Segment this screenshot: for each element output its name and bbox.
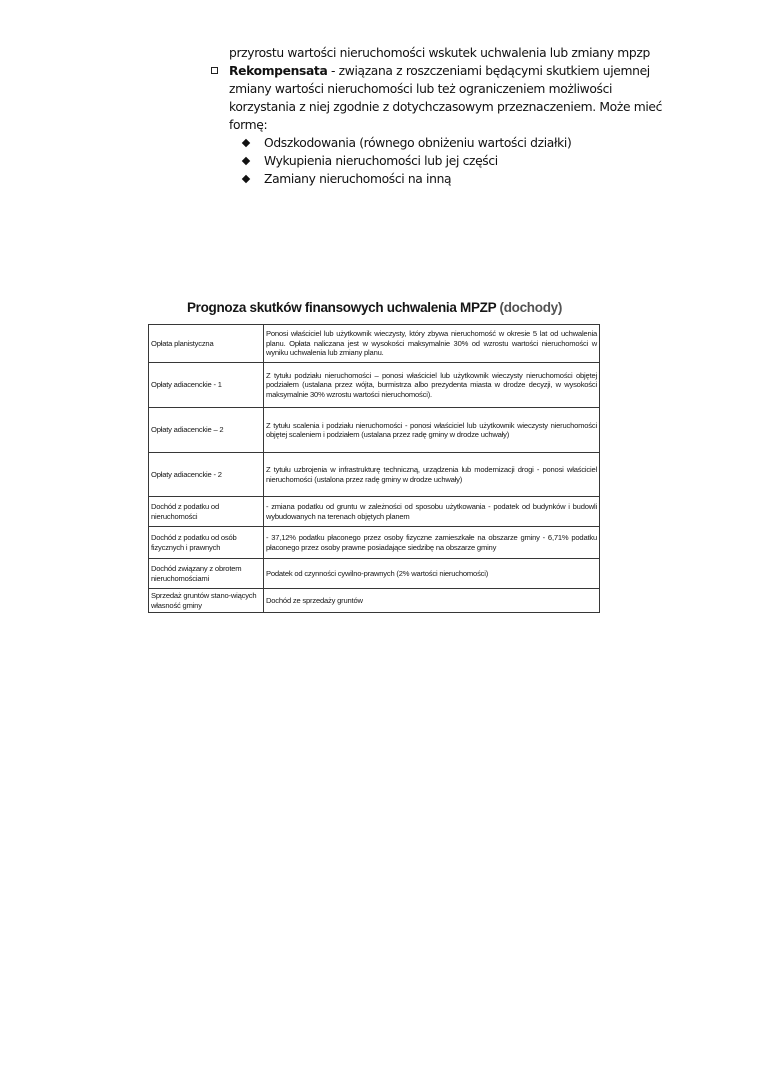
table-row [149,325,600,363]
list-item [229,170,669,188]
table-row [149,527,600,559]
row-label: Opłata planistyczna [149,325,264,363]
rekompensata-item [229,62,669,134]
list-item [229,134,669,152]
row-desc: Ponosi właściciel lub użytkownik wieczysty, który zbywa nieruchomość w okresie 5 lat od uchwalenia planu. Opłata naliczana jest w wysokości maksymalnie 30% od wzrostu wartości nieruchomości w wyniku uchwalenia lub zmiany planu. [264,325,600,363]
forms-list [229,134,669,188]
list-item-text: Wykupienia nieruchomości lub jej części [264,154,498,168]
diamond-bullet-icon [242,139,250,147]
text-line: przyrostu wartości nieruchomości wskutek uchwalenia lub zmiany mpzp [229,46,650,60]
row-desc: Z tytułu podziału nieruchomości – ponosi właściciel lub użytkownik wieczysty nieruchomości objętej podziałem (ustalana przez wójta, burmistrza albo prezydenta miasta w drodze decyzji, w wysokości maksymalnie 30% wzrostu wartości nieruchomości). [264,363,600,408]
rekompensata-term: Rekompensata [229,64,328,78]
row-desc: Z tytułu uzbrojenia w infrastrukturę techniczną, urządzenia lub modernizacji drogi - ponosi właściciel nieruchomości (ustalona przez radę gminy w drodze uchwały) [264,453,600,497]
table-row [149,453,600,497]
row-label: Dochód związany z obrotem nieruchomościami [149,559,264,589]
row-label: Sprzedaż gruntów stano-wiących własność gminy [149,589,264,613]
row-label: Opłaty adiacenckie – 2 [149,408,264,453]
row-desc: Z tytułu scalenia i podziału nieruchomości - ponosi właściciel lub użytkownik wieczysty nieruchomości objętej scaleniem i podziałem (ustalana przez radę gminy w drodze uchwały) [264,408,600,453]
slide-title-paren: (dochody) [499,300,563,315]
table-row [149,363,600,408]
row-desc: - zmiana podatku od gruntu w zależności od sposobu użytkowania - podatek od budynków i budowli wybudowanych na terenach objętych planem [264,497,600,527]
table-row [149,497,600,527]
diamond-bullet-icon [242,157,250,165]
scanned-slide [148,298,601,630]
row-label: Opłaty adiacenckie - 1 [149,363,264,408]
slide-title [148,298,601,318]
text-line: korzystania z niej zgodnie z dotychczasowym przeznaczeniem. Może mieć [229,100,663,114]
table-row [149,589,600,613]
text-line [229,62,669,80]
square-bullet-icon [211,67,218,74]
row-desc: - 37,12% podatku płaconego przez osoby fizyczne zamieszkałe na obszarze gminy - 6,71% podatku płaconego przez osoby prawne posiadające siedzibę na obszarze gminy [264,527,600,559]
row-label: Opłaty adiacenckie - 2 [149,453,264,497]
table-row [149,408,600,453]
list-item-text: Zamiany nieruchomości na inną [264,172,452,186]
slide-title-main: Prognoza skutków finansowych uchwalenia MPZP [186,300,497,315]
table-row [149,559,600,589]
diamond-bullet-icon [242,175,250,183]
row-label: Dochód z podatku od osób fizycznych i prawnych [149,527,264,559]
prognoza-table [148,324,600,613]
row-desc: Dochód ze sprzedaży gruntów [264,589,600,613]
row-desc: Podatek od czynności cywilno-prawnych (2% wartości nieruchomości) [264,559,600,589]
row-label: Dochód z podatku od nieruchomości [149,497,264,527]
text-line: zmiany wartości nieruchomości lub też ograniczeniem możliwości [229,82,613,96]
body-text [229,44,669,188]
rekompensata-desc: - związana z roszczeniami będącymi skutkiem ujemnej [327,64,650,78]
list-item [229,152,669,170]
text-line: formę: [229,118,268,132]
list-item-text: Odszkodowania (równego obniżeniu wartości działki) [264,136,572,150]
